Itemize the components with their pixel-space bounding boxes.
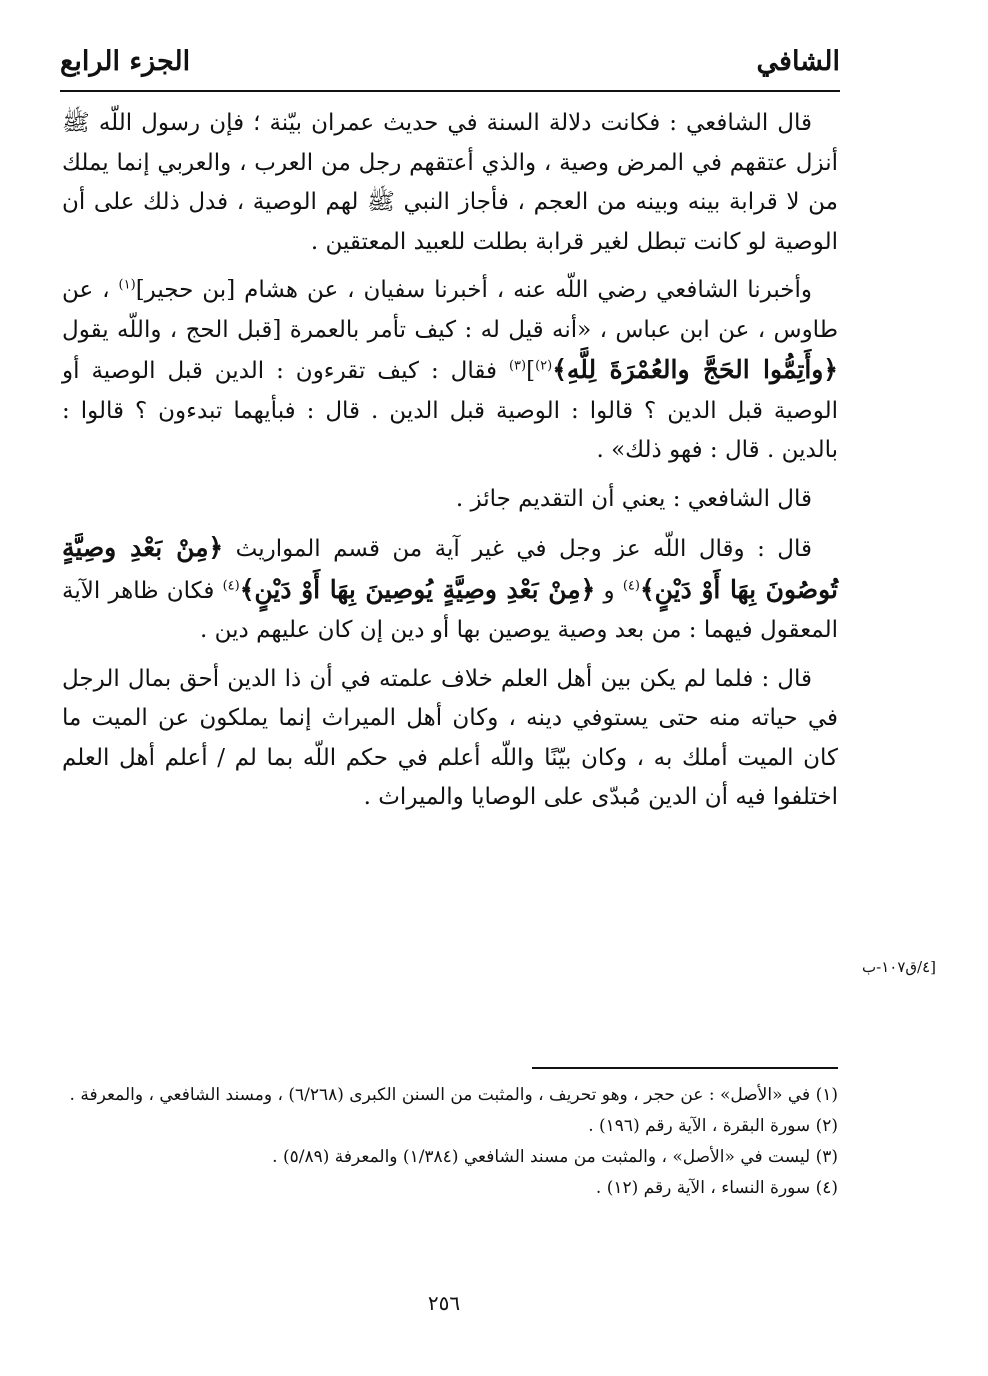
footnote-4: (٤) سورة النساء ، الآية رقم (١٢) .	[595, 1178, 838, 1198]
footnote-ref-3[interactable]: (٣)	[508, 358, 527, 374]
quran-verse: ﴿وأَتِمُّوا الحَجَّ والعُمْرَةَ لِلَّهِ﴾	[552, 355, 838, 384]
quran-verse-1: ﴿مِنْ بَعْدِ وصِيَّةٍ تُوصُونَ بِهَا أَوْ دَيْنٍ﴾	[62, 533, 839, 604]
paragraph-1: قال الشافعي : فكانت دلالة السنة في حديث عمران بيّنة ؛ فإن رسول اللّه ﷺ أنزل عتقهم في المرض وصية ، والذي أعتقهم رجل من العرب ، والعربي إنما يملك من لا قرابة بينه وبينه من العجم ، فأجاز النبي ﷺ لهم الوصية ، فدل ذلك على أن الوصية لو كانت تبطل لغير قرابة بطلت للعبيد المعتقين .	[62, 110, 838, 255]
footnote-ref-4a[interactable]: (٤)	[622, 577, 640, 593]
paragraph-2-part-4: فقال : كيف تقرءون : الدين قبل الوصية أو الوصية قبل الدين ؟ قالوا : الوصية قبل الدين . قال : فبأيهما تبدءون ؟ قالوا : بالدين . قال : فهو ذلك» .	[62, 358, 838, 463]
running-header	[60, 42, 840, 90]
paragraph-2-part-2: ، عن طاوس ، عن ابن عباس ، «أنه قيل له : كيف تأمر بالعمرة [قبل الحج ، واللّه يقول	[62, 277, 838, 343]
page-number: ٢٥٦	[427, 1291, 461, 1315]
paragraph-4-part-2: و	[595, 577, 623, 604]
paragraph-3: قال الشافعي : يعني أن التقديم جائز .	[455, 485, 812, 512]
paragraph-4	[62, 528, 838, 651]
volume-label: الجزء الرابع	[60, 46, 191, 77]
paragraph-5: قال : فلما لم يكن بين أهل العلم خلاف علمته في أن ذا الدين أحق بمال الرجل في حياته منه حتى يستوفي دينه ، وكان أهل الميراث إنما يملكون عن الميت ما كان الميت أملك به ، وكان بيّنًا واللّه أعلم في حكم اللّه بما لم / أعلم أهل العلم اختلفوا فيه أن الدين مُبدّى على الوصايا والميراث .	[62, 665, 838, 810]
footnote-2: (٢) سورة البقرة ، الآية رقم (١٩٦) .	[588, 1116, 838, 1136]
header-divider	[60, 90, 840, 92]
footnotes	[62, 1080, 838, 1204]
main-text	[62, 104, 838, 827]
quran-verse-2: ﴿مِنْ بَعْدِ وصِيَّةٍ يُوصِينَ بِهَا أَوْ دَيْنٍ﴾	[239, 574, 596, 604]
footnote-divider	[532, 1067, 838, 1069]
paragraph-2-part-1: وأخبرنا الشافعي رضي اللّه عنه ، أخبرنا سفيان ، عن هشام [بن حجير]	[135, 277, 812, 303]
paragraph-4-part-3: فكان ظاهر الآية المعقول فيهما : من بعد وصية يوصين بها أو دين إن كان عليهم دين .	[62, 577, 838, 643]
paragraph-2	[62, 271, 838, 471]
footnote-1: (١) في «الأصل» : عن حجر ، وهو تحريف ، والمثبت من السنن الكبرى (٦/٢٦٨) ، ومسند الشافعي ، والمعرفة .	[69, 1085, 838, 1105]
footnote-ref-1[interactable]: (١)	[118, 277, 136, 293]
footnote-ref-4b[interactable]: (٤)	[222, 577, 240, 593]
footnote-3: (٣) ليست في «الأصل» ، والمثبت من مسند الشافعي (١/٣٨٤) والمعرفة (٥/٨٩) .	[272, 1147, 838, 1167]
paragraph-2-part-3: ]	[526, 358, 536, 384]
footnote-ref-2[interactable]: (٢)	[535, 358, 553, 374]
manuscript-margin-note: [٤/ق١٠٧-ب	[862, 958, 936, 976]
book-title: الشافي	[756, 46, 840, 77]
paragraph-4-part-1: قال : وقال اللّه عز وجل في غير آية من قسم المواريث	[223, 536, 812, 562]
